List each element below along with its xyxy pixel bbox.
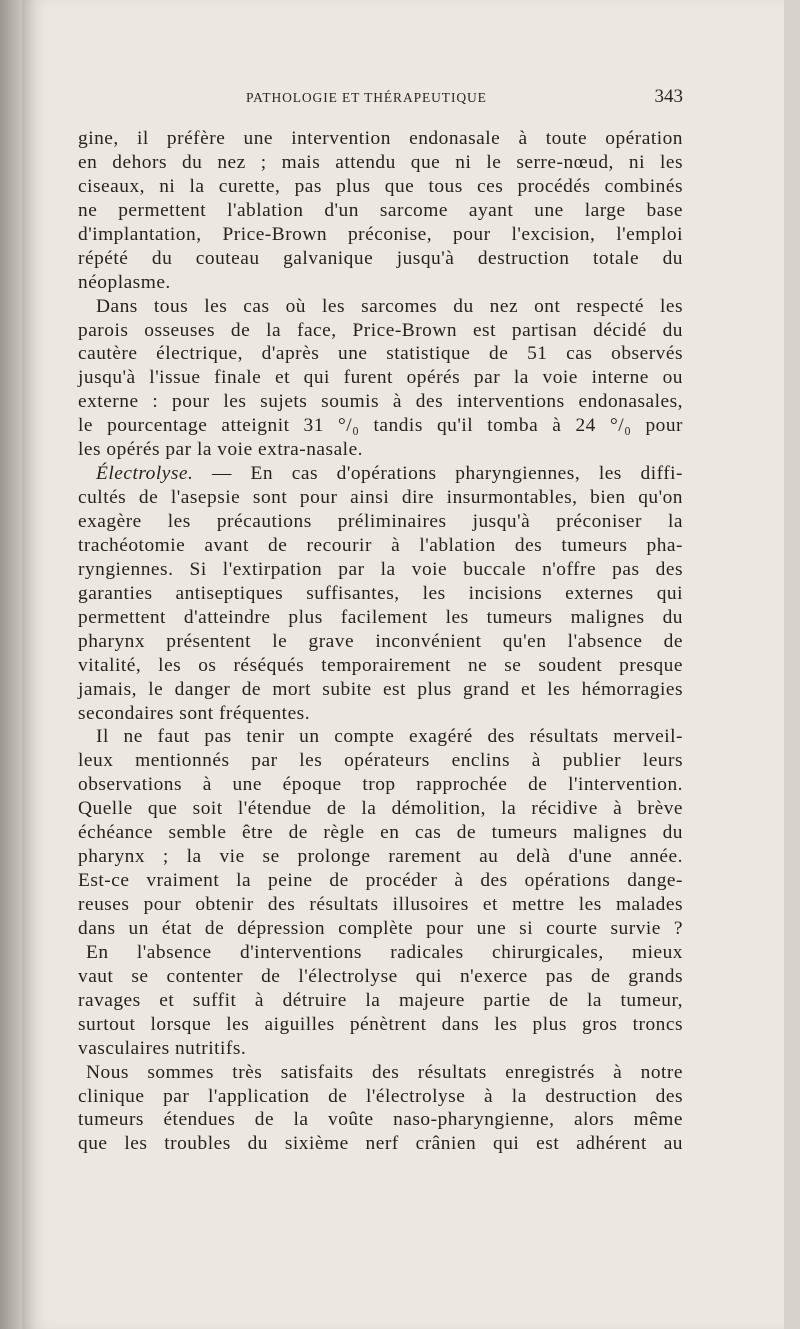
- body-text: [78, 127, 683, 1156]
- text-line: En l'absence d'interventions radicales chirurgicales, mieux: [86, 941, 683, 963]
- text-line: ne permettent l'ablation d'un sarcome ayant une large base: [78, 199, 683, 221]
- text-line: dans un état de dépression complète pour une si courte survie ?: [78, 917, 683, 939]
- text-line: Nous sommes très satisfaits des résultats enregistrés à notre: [86, 1061, 683, 1083]
- text-line: vasculaires nutritifs.: [78, 1037, 247, 1059]
- text-line: vaut se contenter de l'électrolyse qui n'exerce pas de grands: [78, 965, 683, 987]
- text-line: externe : pour les sujets soumis à des interventions endonasales,: [78, 391, 683, 413]
- text-line: pharynx ; la vie se prolonge rarement au delà d'une année.: [78, 846, 683, 868]
- text-line: garanties antiseptiques suffisantes, les incisions externes qui: [78, 582, 683, 604]
- text-line: trachéotomie avant de recourir à l'ablation des tumeurs pha-: [78, 534, 683, 556]
- text-line: le pourcentage atteignit 31 °/₀ tandis qu'il tomba à 24 °/₀ pour: [78, 415, 683, 437]
- text-line: ravages et suffit à détruire la majeure partie de la tumeur,: [78, 989, 683, 1011]
- text-line: Électrolyse. — En cas d'opérations pharyngiennes, les diffi-: [96, 463, 683, 485]
- text-line: permettent d'atteindre plus facilement les tumeurs malignes du: [78, 606, 683, 628]
- page-number: 343: [654, 86, 683, 107]
- text-line: échéance semble être de règle en cas de tumeurs malignes du: [78, 822, 683, 844]
- text-line: exagère les précautions préliminaires jusqu'à préconiser la: [78, 511, 683, 532]
- text-line: reuses pour obtenir des résultats illusoires et mettre les malades: [78, 894, 683, 915]
- text-line: néoplasme.: [78, 271, 171, 293]
- text-line: les opérés par la voie extra-nasale.: [78, 439, 364, 461]
- text-line: en dehors du nez ; mais attendu que ni le serre-nœud, ni les: [78, 151, 683, 173]
- text-line: secondaires sont fréquentes.: [78, 702, 311, 724]
- text-line: jamais, le danger de mort subite est plus grand et les hémorragies: [78, 678, 683, 700]
- text-line: répété du couteau galvanique jusqu'à destruction totale du: [78, 247, 683, 269]
- text-line: Dans tous les cas où les sarcomes du nez ont respecté les: [96, 295, 683, 317]
- text-line: cautère électrique, d'après une statistique de 51 cas observés: [78, 343, 683, 365]
- text-line: tumeurs étendues de la voûte naso-pharyngienne, alors même: [78, 1109, 683, 1131]
- text-line: Quelle que soit l'étendue de la démolition, la récidive à brève: [78, 798, 683, 820]
- text-line: parois osseuses de la face, Price-Brown est partisan décidé du: [78, 319, 683, 341]
- text-line: surtout lorsque les aiguilles pénètrent dans les plus gros troncs: [78, 1013, 683, 1035]
- text-line: leux mentionnés par les opérateurs enclins à publier leurs: [78, 750, 683, 772]
- running-title: PATHOLOGIE ET THÉRAPEUTIQUE: [246, 90, 487, 105]
- text-line: que les troubles du sixième nerf crânien qui est adhérent au: [78, 1133, 683, 1155]
- text-line: gine, il préfère une intervention endonasale à toute opération: [78, 128, 683, 149]
- text-line: cultés de l'asepsie sont pour ainsi dire insurmontables, bien qu'on: [78, 487, 683, 509]
- page-edge: [0, 0, 22, 1329]
- running-head: [78, 86, 683, 110]
- text-line: pharynx présentent le grave inconvénient qu'en l'absence de: [78, 630, 683, 652]
- text-line: Est-ce vraiment la peine de procéder à des opérations dange-: [78, 870, 683, 892]
- text-line: jusqu'à l'issue finale et qui furent opérés par la voie interne ou: [78, 367, 683, 389]
- text-line: observations à une époque trop rapprochée de l'intervention.: [78, 774, 683, 796]
- text-line: ciseaux, ni la curette, pas plus que tous ces procédés combinés: [78, 175, 683, 197]
- text-line: ryngiennes. Si l'extirpation par la voie buccale n'offre pas des: [78, 558, 683, 580]
- text-line: clinique par l'application de l'électrolyse à la destruction des: [78, 1085, 683, 1107]
- text-line: vitalité, les os réséqués temporairement ne se soudent presque: [78, 654, 683, 676]
- text-line: d'implantation, Price-Brown préconise, pour l'excision, l'emploi: [78, 223, 683, 245]
- text-line: Il ne faut pas tenir un compte exagéré des résultats merveil-: [96, 726, 683, 748]
